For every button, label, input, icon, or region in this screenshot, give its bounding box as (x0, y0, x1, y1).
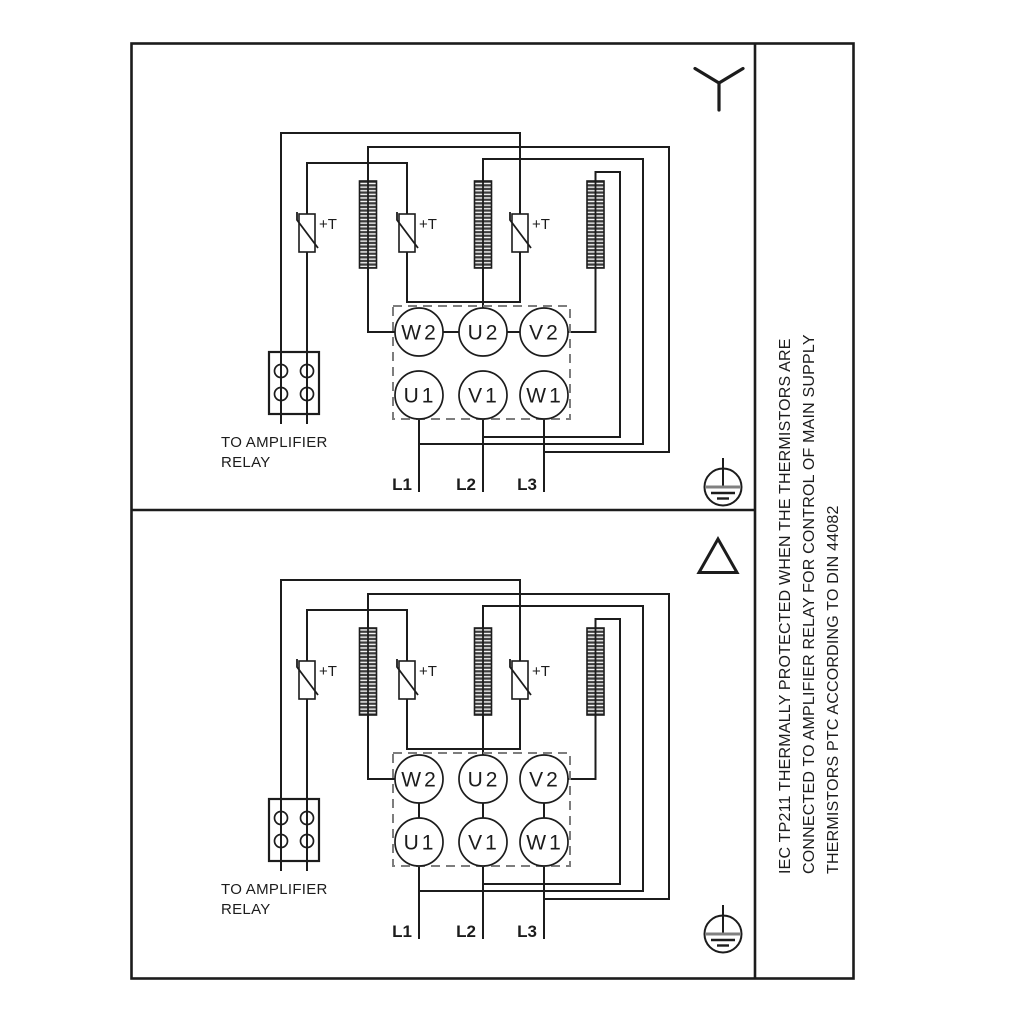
relay-terminal-block (269, 352, 319, 414)
supply-line-label: L2 (456, 922, 476, 941)
relay-terminal-block (269, 799, 319, 861)
motor-winding (360, 181, 377, 268)
terminal-label: U1 (403, 831, 437, 855)
relay-box (269, 352, 319, 414)
star-connection-icon (695, 69, 743, 111)
panel-delta (221, 539, 742, 953)
thermistor-symbol (510, 659, 550, 699)
terminal-label: V2 (529, 321, 561, 345)
terminal-label: W1 (526, 384, 564, 408)
motor-winding (475, 628, 492, 715)
thermistor-label: +T (532, 663, 550, 680)
motor-winding (587, 628, 604, 715)
terminal-label: W1 (526, 831, 564, 855)
delta-connection-icon (699, 539, 737, 573)
relay-box (269, 799, 319, 861)
relay-note-line1: TO AMPLIFIER (221, 881, 328, 898)
terminal-label: V1 (468, 831, 500, 855)
terminal-label: U1 (403, 384, 437, 408)
terminal-label: U2 (467, 321, 501, 345)
thermistor-label: +T (319, 216, 337, 233)
supply-line-label: L1 (392, 475, 412, 494)
thermistor-label: +T (532, 216, 550, 233)
supply-line-label: L3 (517, 922, 537, 941)
thermistor-symbol (297, 212, 337, 252)
supply-line-label: L2 (456, 475, 476, 494)
motor-winding (360, 628, 377, 715)
thermistor-symbol (397, 212, 437, 252)
terminal-label: V2 (529, 768, 561, 792)
terminal-label: U2 (467, 768, 501, 792)
wire (407, 252, 520, 302)
earth-ground-icon (705, 905, 742, 953)
terminal-label: W2 (401, 321, 439, 345)
supply-line-label: L3 (517, 475, 537, 494)
thermistor-label: +T (419, 663, 437, 680)
wire (407, 699, 520, 749)
thermistor-symbol (510, 212, 550, 252)
panel-star (221, 69, 743, 506)
relay-note-line2: RELAY (221, 454, 271, 471)
motor-winding (587, 181, 604, 268)
thermistor-label: +T (319, 663, 337, 680)
sidebar-note (777, 334, 842, 874)
sidebar-note-line: IEC TP211 THERMALLY PROTECTED WHEN THE THERMISTORS ARE (777, 338, 794, 874)
earth-ground-icon (705, 458, 742, 506)
motor-winding (475, 181, 492, 268)
terminal-label: V1 (468, 384, 500, 408)
supply-line-label: L1 (392, 922, 412, 941)
wire (307, 163, 407, 214)
relay-note-line1: TO AMPLIFIER (221, 434, 328, 451)
wire (307, 610, 407, 661)
relay-note-line2: RELAY (221, 901, 271, 918)
sidebar-note-line: THERMISTORS PTC ACCORDING TO DIN 44082 (825, 505, 842, 874)
thermistor-symbol (397, 659, 437, 699)
thermistor-symbol (297, 659, 337, 699)
sidebar-note-line: CONNECTED TO AMPLIFIER RELAY FOR CONTROL OF MAIN SUPPLY (801, 334, 818, 874)
thermistor-label: +T (419, 216, 437, 233)
terminal-label: W2 (401, 768, 439, 792)
